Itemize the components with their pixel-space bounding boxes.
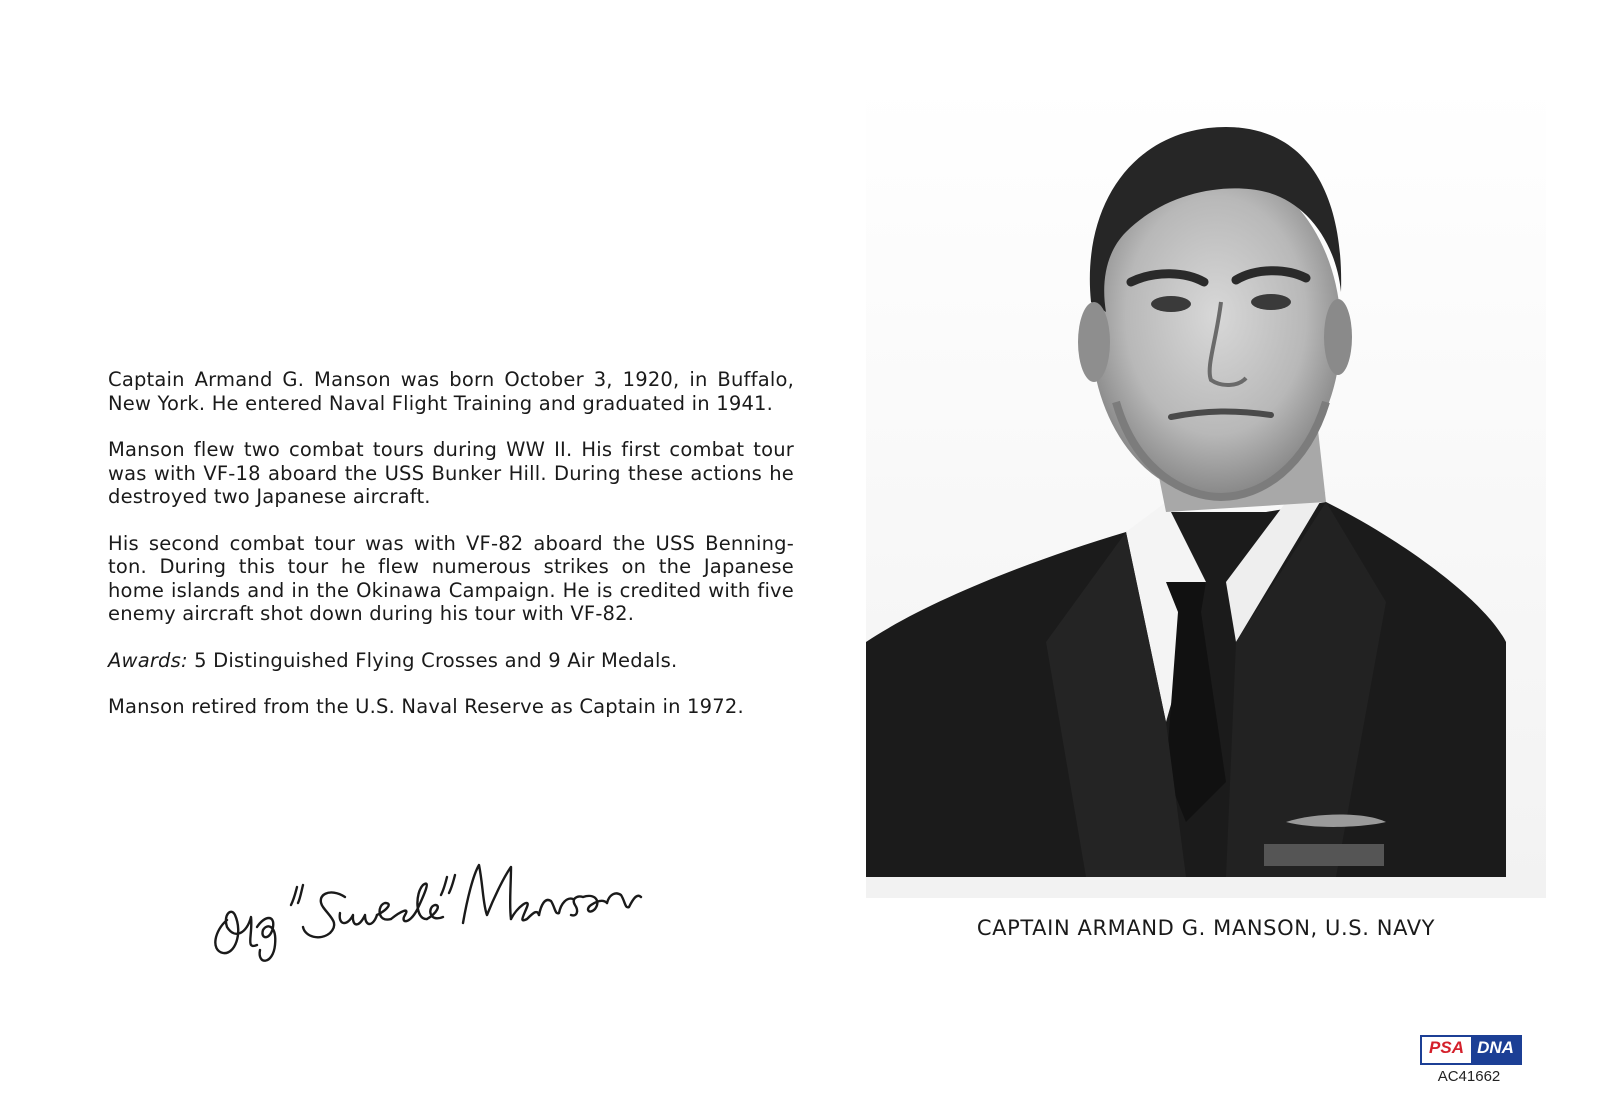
portrait-caption: CAPTAIN ARMAND G. MANSON, U.S. NAVY: [976, 916, 1436, 940]
biography-text: [108, 368, 794, 742]
bio-paragraph-retirement: Manson retired from the U.S. Naval Reserve as Captain in 1972.: [108, 695, 744, 718]
signature-drawing: [205, 815, 675, 985]
bio-paragraph-second-tour: His second combat tour was with VF-82 aboard the USS Benning-ton. During this tour he flew numerous strikes on the Japanese home islands and in the Okinawa Campaign. He is credited with five enemy aircraft shot down during his tour with VF-82.: [108, 531, 794, 625]
bio-paragraph-awards: [108, 649, 794, 673]
awards-label: Awards:: [108, 648, 188, 672]
portrait-drawing: [866, 82, 1546, 898]
authentication-logo: [1420, 1035, 1522, 1065]
logo-right-text: DNA: [1471, 1037, 1520, 1063]
portrait-photo: [866, 82, 1546, 898]
handwritten-signature: [205, 815, 675, 985]
awards-text: 5 Distinguished Flying Crosses and 9 Air Medals.: [187, 648, 678, 672]
bio-paragraph-birth: Captain Armand G. Manson was born October 3, 1920, in Buffalo, New York. He entered Naval Flight Training and graduated in 1941.: [108, 368, 794, 415]
bio-paragraph-first-tour: Manson flew two combat tours during WW II. His first combat tour was with VF-18 aboard the USS Bunker Hill. During these actions he destroyed two Japanese aircraft.: [108, 438, 794, 508]
certificate-number: AC41662: [1437, 1068, 1501, 1085]
logo-left-text: PSA: [1422, 1037, 1471, 1063]
